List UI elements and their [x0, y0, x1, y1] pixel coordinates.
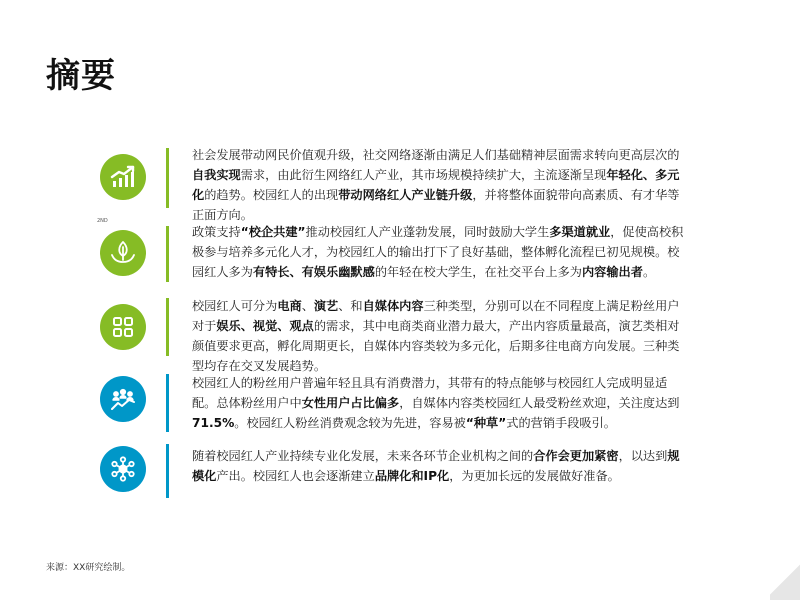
audience-people-icon	[100, 376, 146, 422]
summary-paragraph-4: 校园红人的粉丝用户普遍年轻且具有消费潜力，其带有的特点能够与校园红人完成明显适配。总体粉丝用户中女性用户占比偏多，自媒体内容类校园红人最受粉丝欢迎，关注度达到71.5%。校园红人粉丝消费观念较为先进，容易被“种草”式的营销手段吸引。	[192, 376, 680, 430]
section-3-divider	[166, 298, 169, 356]
growth-chart-icon	[100, 154, 146, 200]
summary-paragraph-3: 校园红人可分为电商、演艺、和自媒体内容三种类型，分别可以在不同程度上满足粉丝用户对于娱乐、视觉、观点的需求，其中电商类商业潜力最大，产出内容质量最高，演艺类相对颜值要求更高，孵化周期更长，自媒体内容类较为多元化，后期多往电商方向发展。三种类型均存在交叉发展趋势。	[192, 299, 680, 373]
grid-apps-icon	[100, 304, 146, 350]
network-hub-icon	[100, 446, 146, 492]
source-footnote: 来源：XX研究绘制。	[46, 563, 131, 573]
section-1-divider	[166, 148, 169, 208]
summary-paragraph-2: 政策支持“校企共建”推动校园红人产业蓬勃发展，同时鼓励大学生多渠道就业，促使高校积极参与培养多元化人才，为校园红人的输出打下了良好基础，整体孵化流程已初见规模。校园红人多为有特长、有娱乐幽默感的年轻在校大学生，在社交平台上多为内容输出者。	[192, 225, 684, 279]
page-title: 摘要	[46, 56, 116, 96]
section-2-divider	[166, 226, 169, 282]
plant-hands-icon	[100, 230, 146, 276]
summary-paragraph-1: 社会发展带动网民价值观升级，社交网络逐渐由满足人们基础精神层面需求转向更高层次的自我实现需求，由此衍生网络红人产业，其市场规模持续扩大，主流逐渐呈现年轻化、多元化的趋势。校园红人的出现带动网络红人产业链升级，并将整体面貌带向高素质、有才华等正面方向。	[192, 148, 680, 222]
page-corner-fold	[770, 560, 800, 600]
section-4-divider	[166, 374, 169, 432]
summary-paragraph-5: 随着校园红人产业持续专业化发展，未来各环节企业机构之间的合作会更加紧密，以达到规模化产出。校园红人也会逐渐建立品牌化和IP化，为更加长远的发展做好准备。	[192, 449, 680, 483]
tiny-mark: 2ND	[97, 218, 108, 224]
section-5-divider	[166, 444, 169, 498]
